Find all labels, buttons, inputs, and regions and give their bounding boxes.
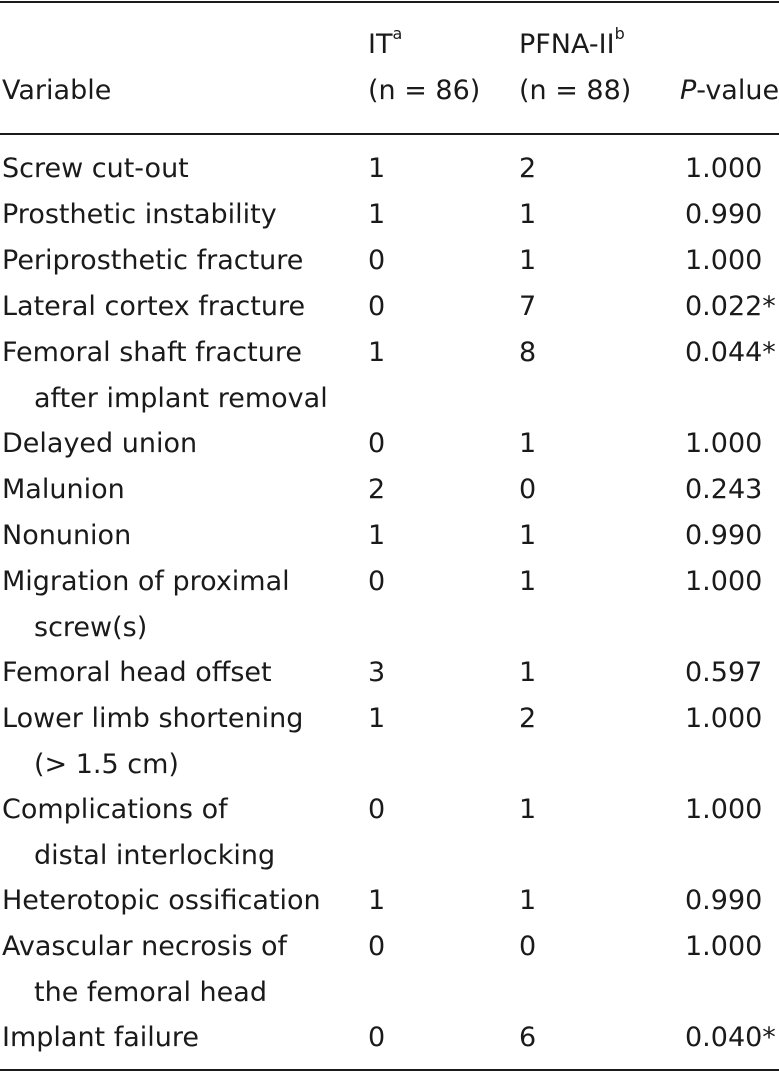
header-pfna [519, 24, 625, 62]
variable-label: Malunion [2, 474, 125, 505]
p-value-cell: 0.044* [685, 337, 776, 368]
variable-label: Nonunion [2, 520, 132, 551]
variable-label: Lateral cortex fracture [2, 291, 306, 322]
p-value-cell: 0.243 [685, 474, 763, 505]
it-count-cell: 0 [368, 566, 386, 597]
variable-label: Femoral shaft fracture [2, 337, 302, 368]
header-p-rest: -value [696, 75, 779, 106]
pfna-count-cell: 1 [519, 245, 537, 276]
variable-label: Screw cut-out [2, 153, 189, 184]
variable-label: Implant failure [2, 1022, 200, 1053]
variable-cell [2, 1015, 199, 1061]
variable-cell [2, 513, 131, 559]
pfna-count-cell: 1 [519, 199, 537, 230]
variable-cell [2, 878, 321, 924]
pfna-count-cell: 0 [519, 474, 537, 505]
p-value-cell: 0.990 [685, 885, 763, 916]
pfna-count-cell: 6 [519, 1022, 537, 1053]
p-value-cell: 1.000 [685, 794, 763, 825]
header-pfna-footnote-mark: b [614, 24, 625, 43]
p-value-cell: 1.000 [685, 703, 763, 734]
it-count-cell: 0 [368, 291, 386, 322]
variable-label: Prosthetic instability [2, 199, 277, 230]
it-count-cell: 1 [368, 153, 386, 184]
variable-cell [2, 650, 272, 696]
variable-cell [2, 787, 275, 879]
it-count-cell: 1 [368, 885, 386, 916]
pfna-count-cell: 7 [519, 291, 537, 322]
variable-label: Avascular necrosis of [2, 931, 288, 962]
variable-label: Delayed union [2, 428, 198, 459]
pfna-count-cell: 1 [519, 885, 537, 916]
variable-cell [2, 421, 197, 467]
variable-label: Migration of proximal [2, 566, 290, 597]
p-value-cell: 1.000 [685, 153, 763, 184]
pfna-count-cell: 0 [519, 931, 537, 962]
header-rule [0, 133, 779, 135]
it-count-cell: 0 [368, 245, 386, 276]
it-count-cell: 3 [368, 657, 386, 688]
pfna-count-cell: 1 [519, 520, 537, 551]
variable-cell [2, 238, 303, 284]
variable-label: Heterotopic ossification [2, 885, 321, 916]
p-value-cell: 1.000 [685, 245, 763, 276]
variable-label-continuation: screw(s) [34, 612, 148, 643]
header-it-label: IT [368, 29, 393, 60]
p-value-cell: 0.040* [685, 1022, 776, 1053]
table-bottom-rule [0, 1069, 779, 1071]
header-p-value [680, 74, 779, 108]
p-value-cell: 0.990 [685, 520, 763, 551]
it-count-cell: 1 [368, 520, 386, 551]
variable-label: Periprosthetic fracture [2, 245, 304, 276]
it-count-cell: 1 [368, 199, 386, 230]
p-value-cell: 0.990 [685, 199, 763, 230]
variable-label-continuation: distal interlocking [34, 840, 276, 871]
pfna-count-cell: 1 [519, 794, 537, 825]
variable-label: Complications of [2, 794, 228, 825]
it-count-cell: 1 [368, 703, 386, 734]
variable-label-continuation: (> 1.5 cm) [34, 749, 179, 780]
pfna-count-cell: 1 [519, 566, 537, 597]
it-count-cell: 0 [368, 794, 386, 825]
variable-cell [2, 330, 328, 422]
p-value-cell: 1.000 [685, 566, 763, 597]
it-count-cell: 1 [368, 337, 386, 368]
p-value-cell: 1.000 [685, 931, 763, 962]
variable-cell [2, 924, 287, 1016]
it-count-cell: 0 [368, 931, 386, 962]
table-top-rule [0, 1, 779, 3]
variable-cell [2, 284, 305, 330]
pfna-count-cell: 1 [519, 428, 537, 459]
variable-label-continuation: after implant removal [34, 383, 328, 414]
variable-cell [2, 467, 125, 513]
variable-cell [2, 192, 277, 238]
p-value-cell: 0.022* [685, 291, 776, 322]
variable-cell [2, 146, 189, 192]
variable-cell [2, 696, 303, 788]
it-count-cell: 2 [368, 474, 386, 505]
header-it-footnote-mark: a [392, 24, 403, 43]
header-it [368, 24, 403, 62]
p-value-cell: 1.000 [685, 428, 763, 459]
header-pfna-label: PFNA-II [519, 29, 615, 60]
variable-label: Femoral head offset [2, 657, 272, 688]
header-p-italic: P [680, 75, 697, 106]
pfna-count-cell: 8 [519, 337, 537, 368]
it-count-cell: 0 [368, 1022, 386, 1053]
header-pfna-n: (n = 88) [519, 75, 632, 106]
header-it-n: (n = 86) [368, 75, 481, 106]
variable-label-continuation: the femoral head [34, 977, 267, 1008]
pfna-count-cell: 2 [519, 153, 537, 184]
pfna-count-cell: 1 [519, 657, 537, 688]
variable-cell [2, 559, 290, 651]
header-variable: Variable [2, 75, 112, 106]
it-count-cell: 0 [368, 428, 386, 459]
p-value-cell: 0.597 [685, 657, 763, 688]
variable-label: Lower limb shortening [2, 703, 304, 734]
pfna-count-cell: 2 [519, 703, 537, 734]
